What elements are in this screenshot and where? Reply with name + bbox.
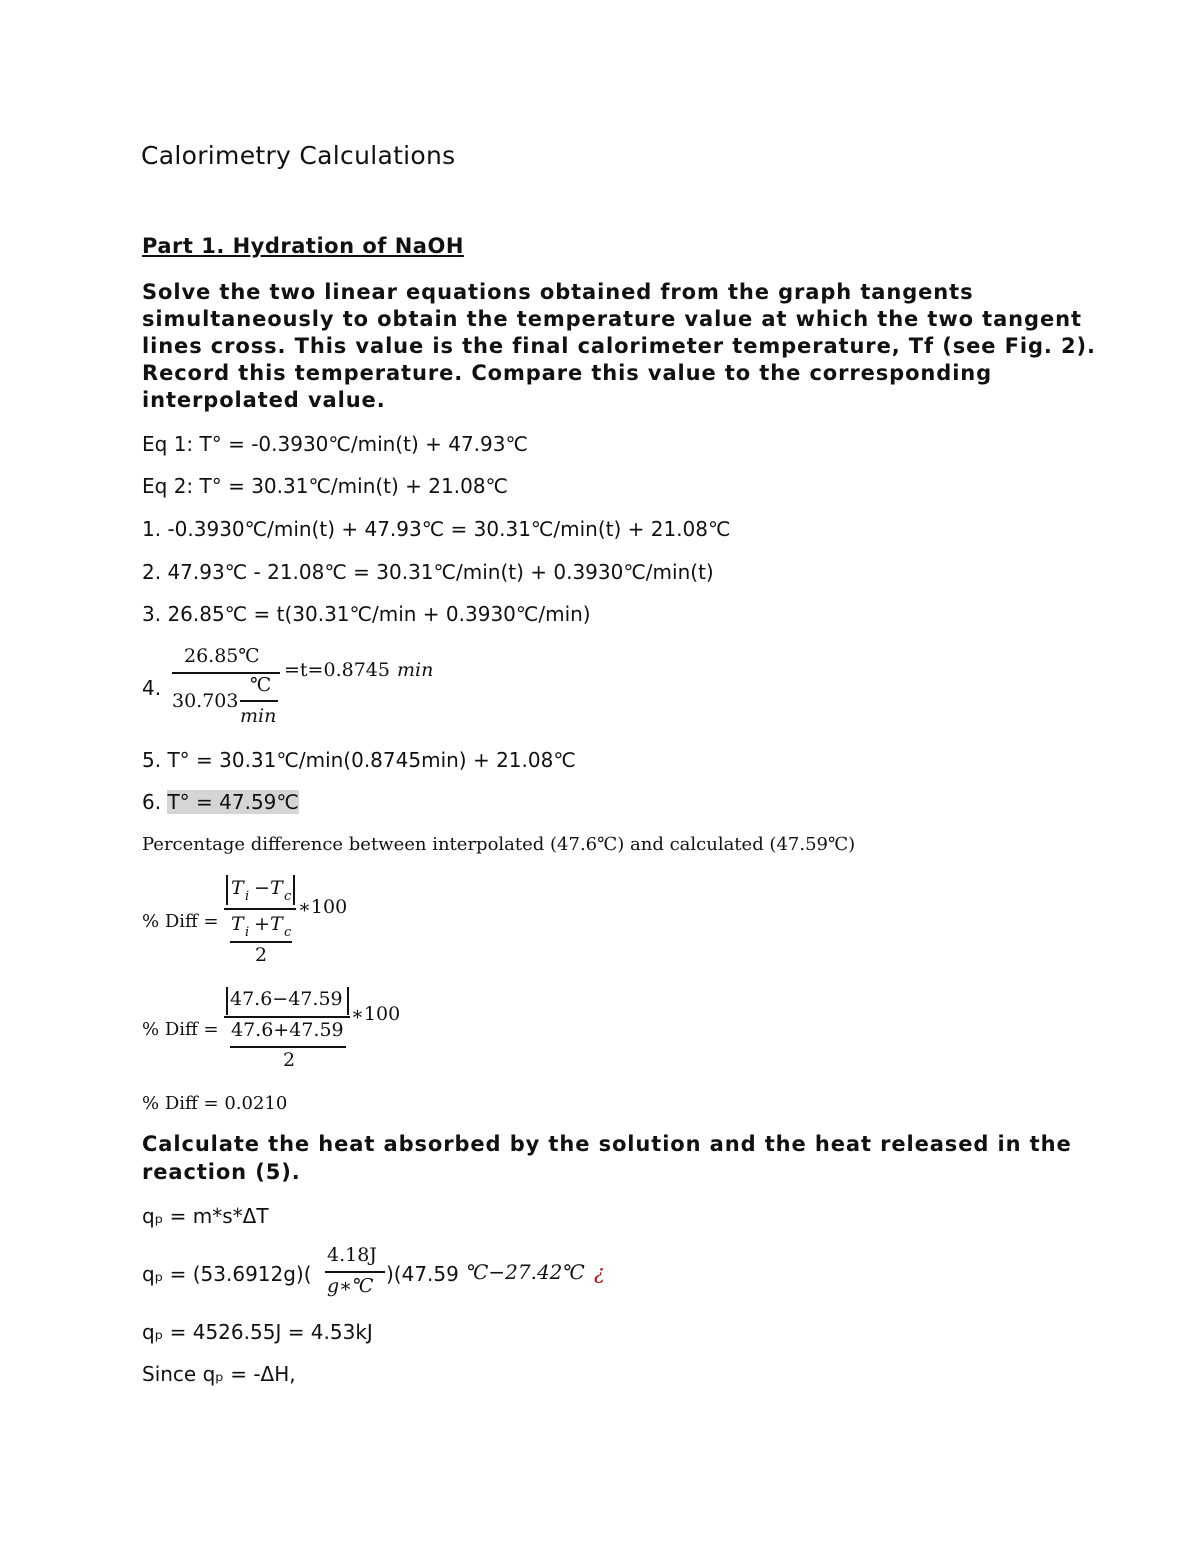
document-title: Calorimetry Calculations [141, 141, 456, 170]
step-6 [142, 790, 299, 814]
step-6-label: 6. [142, 790, 168, 814]
step-4-unit-bottom: min [240, 705, 277, 727]
fraction-bar [224, 908, 296, 910]
fraction-bar [230, 941, 292, 943]
fraction-bar [240, 700, 278, 702]
step-4-result: =t=0.8745 [284, 659, 390, 681]
tc-symbol: T [270, 877, 283, 899]
highlighted-result: T° = 47.59℃ [167, 790, 299, 814]
ti-symbol: T [231, 877, 244, 899]
instruction-line: interpolated value. [142, 388, 386, 412]
fraction-bar [230, 1046, 346, 1048]
step-5: 5. T° = 30.31℃/min(0.8745min) + 21.08℃ [142, 748, 576, 772]
qp-suffix: )(47.59 [386, 1262, 459, 1286]
step-4-unit-top: ℃ [250, 674, 272, 696]
ti-subscript: i [245, 889, 250, 904]
qp-result: qₚ = 4526.55J = 4.53kJ [142, 1320, 373, 1344]
diff-numerator: 47.6−47.59 [230, 988, 343, 1010]
step-2: 2. 47.93℃ - 21.08℃ = 30.31℃/min(t) + 0.3930℃/min(t) [142, 560, 714, 584]
abs-bar-left [226, 987, 228, 1015]
step-3: 3. 26.85℃ = t(30.31℃/min + 0.3930℃/min) [142, 602, 591, 626]
times-100: ∗100 [351, 1003, 401, 1025]
part1-heading: Part 1. Hydration of NaOH [142, 234, 464, 258]
instruction-line: simultaneously to obtain the temperature value at which the two tangent [142, 307, 1082, 331]
step-4-label: 4. [142, 676, 162, 700]
qp-prefix: qₚ = (53.6912g)( [142, 1262, 312, 1286]
step-4-result-unit: min [397, 659, 434, 681]
step-1: 1. -0.3930℃/min(t) + 47.93℃ = 30.31℃/min(t) + 21.08℃ [142, 517, 731, 541]
instruction-line: reaction (5). [142, 1160, 301, 1184]
diff-label: % Diff = [142, 911, 219, 932]
percentage-sentence: Percentage difference between interpolated (47.6℃) and calculated (47.59℃) [142, 834, 856, 855]
equation-2: Eq 2: T° = 30.31℃/min(t) + 21.08℃ [142, 474, 509, 498]
qp-formula: qₚ = m*s*ΔT [142, 1204, 269, 1228]
instruction-line: lines cross. This value is the final calorimeter temperature, Tf (see Fig. 2). [142, 334, 1096, 358]
instruction-line: Record this temperature. Compare this value to the corresponding [142, 361, 993, 385]
equation-1: Eq 1: T° = -0.3930℃/min(t) + 47.93℃ [142, 432, 528, 456]
fraction-bar [224, 1016, 350, 1018]
step-4-numerator: 26.85℃ [184, 645, 260, 667]
plus-sign: + [254, 913, 270, 935]
abs-bar-right [293, 875, 295, 905]
qp-temp-tail: ℃−27.42℃ [466, 1260, 585, 1284]
instruction-line: Calculate the heat absorbed by the solution and the heat released in the [142, 1132, 1072, 1156]
diff-result: % Diff = 0.0210 [142, 1093, 288, 1114]
ti-symbol: T [231, 913, 244, 935]
step-4-denominator: 30.703 [172, 690, 239, 712]
diff-sum: 47.6+47.59 [231, 1019, 344, 1041]
qp-artifact: ¿ [594, 1260, 605, 1284]
tc-subscript: c [284, 925, 292, 940]
abs-bar-right [347, 987, 349, 1015]
fraction-bar [325, 1271, 385, 1273]
diff-label: % Diff = [142, 1019, 219, 1040]
instruction-line: Solve the two linear equations obtained from the graph tangents [142, 280, 974, 304]
qp-frac-den: g∗℃ [327, 1275, 374, 1297]
since-line: Since qₚ = -ΔH, [142, 1362, 296, 1386]
tc-symbol: T [270, 913, 283, 935]
ti-subscript: i [245, 925, 250, 940]
times-100: ∗100 [298, 896, 348, 918]
qp-frac-num: 4.18J [327, 1244, 377, 1266]
tc-subscript: c [284, 889, 292, 904]
minus-sign: − [254, 877, 270, 899]
denominator-two: 2 [283, 1049, 296, 1071]
denominator-two: 2 [255, 944, 268, 966]
abs-bar-left [226, 875, 228, 905]
